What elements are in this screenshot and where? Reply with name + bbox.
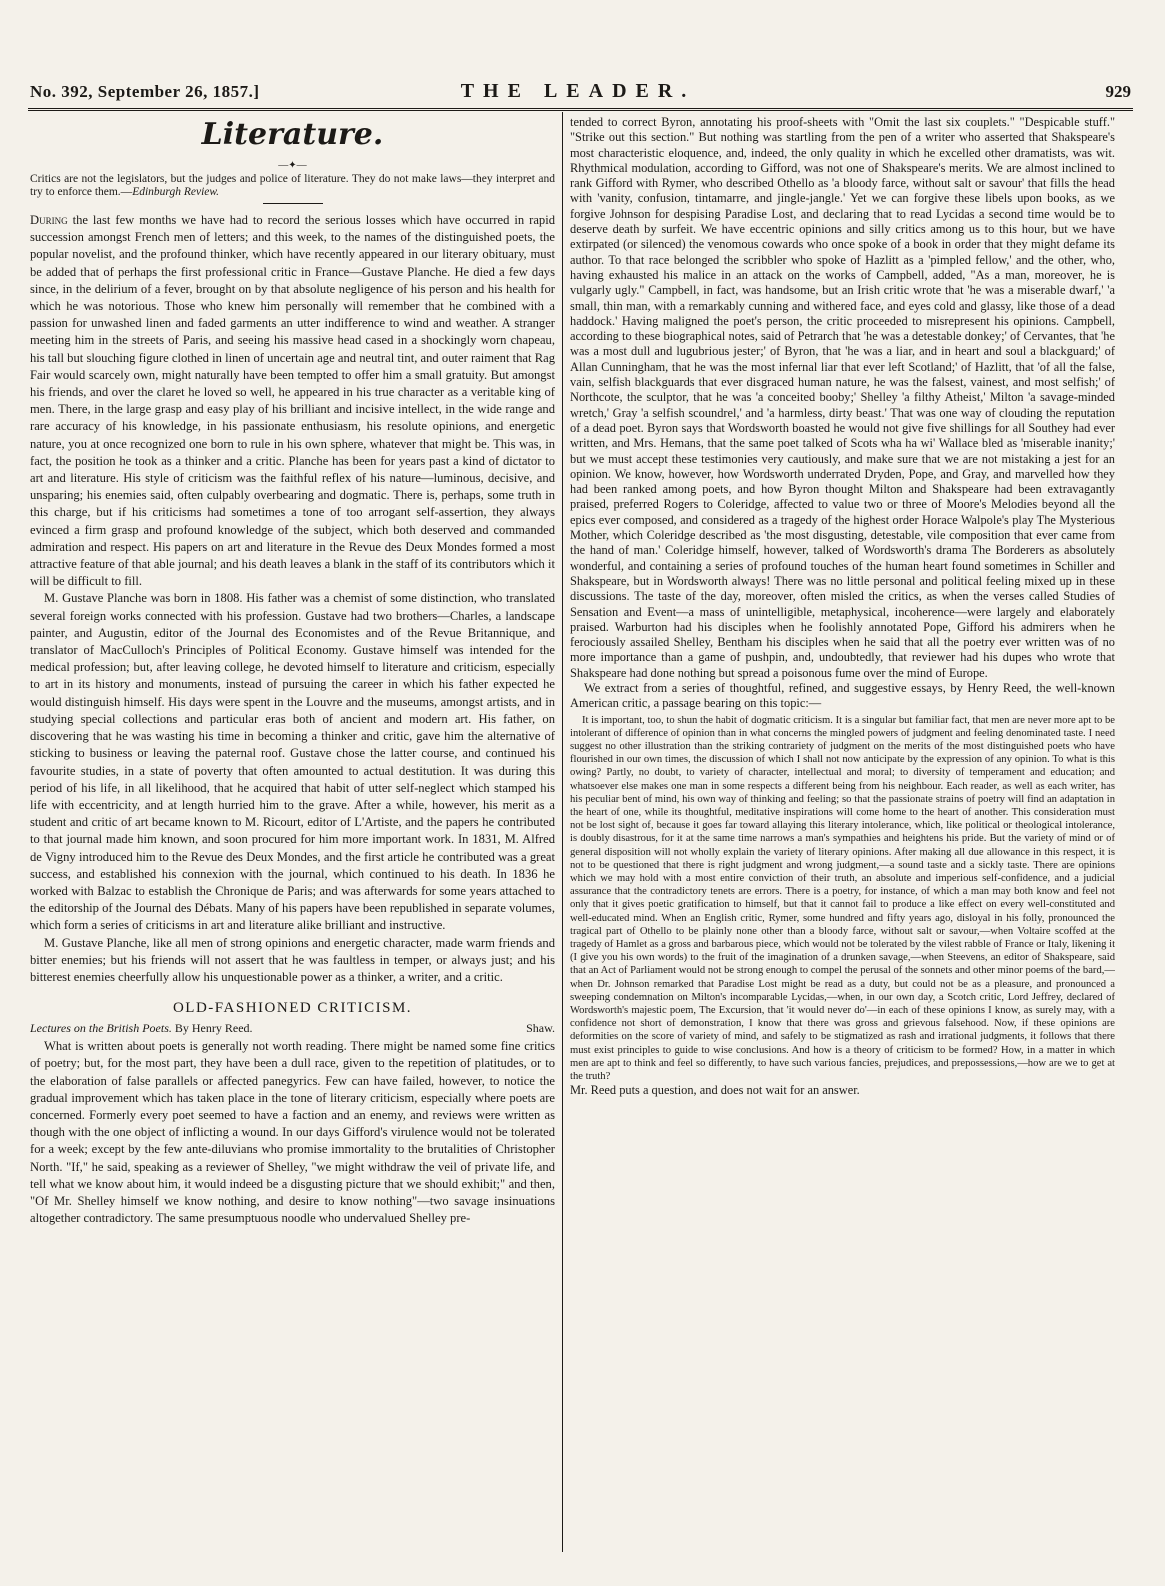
issue-date: No. 392, September 26, 1857.] bbox=[30, 82, 260, 101]
newspaper-title: THE LEADER. bbox=[460, 80, 696, 102]
column-divider bbox=[562, 112, 563, 1552]
review-bibliography bbox=[30, 1021, 555, 1036]
review-paragraph: tended to correct Byron, annotating his proof-sheets with "Omit the last six couplets." "Despicable stuff." "Strike out this section." But nothing was startling from the pen of a writer who asserted that Shakspeare's most characteristic eloquence, and, indeed, the only quality in which he excelled other dramatists, was wit. Rhythmical modulation, according to Gifford, was not one of Shakspeare's merits. We are almost inclined to rank Gifford with Rymer, who described Othello as 'a bloody farce, without salt or savour' that fills the head with 'vanity, confusion, tintamarre, and jingle-jangle.' Yet we can forgive these libels upon books, as we forgive Johnson for despising Paradise Lost, and declaring that to read Lycidas a second time would be to deserve death by surfeit. We have eccentric opinions and silly critics among us to this hour, but we have extirpated (or silenced) the venomous cowards who once spoke of a book in order that they might defame its author. To that race belonged the scribbler who spoke of Hazlitt as a 'pimpled fellow,' and the other, who, having exhausted his malice in an attack on the works of Campbell, added, "As a man, moreover, he is vulgarly ugly." Campbell, in fact, was handsome, but an Irish critic wrote that 'he was a miserable dwarf,' 'a small, thin man, with a remarkably cunning and withered face, and eyes cold and glassy, like those of a dead haddock.' Having maligned the poet's person, the critic proceeded to misrepresent his opinions. Campbell, according to these biographical notes, said of Petrarch that 'he was a detestable donkey;' of Cervantes, that 'he was a most dull and lugubrious jester;' of Byron, that 'he was a liar, and in heart and soul a blackguard;' of Allan Cunningham, that he was the most infernal liar that ever left Scotland;' of Hazlitt, that 'of all the false, vain, selfish blackguards that ever disgraced human nature, he was the falsest, vainest, and most selfish;' of Northcote, the sculptor, that he was 'a conceited booby;' Shelley 'a filthy Atheist,' Milton 'a savage-minded wretch,' Gray 'a selfish scoundrel,' and 'a harmless, dirty beast.' That was one way of clouding the reputation of a dead poet. Byron says that Wordsworth boasted he would not give five shillings for all Southey had ever written, and Mrs. Hemans, that the same poet talked of Scots wha ha wi' Wallace bled as 'miserable inanity;' but we must accept these testimonies very cautiously, and make sure that we are not mistaking a jest for an opinion. We know, however, how Wordsworth underrated Dryden, Pope, and Gray, and marvelled how they had been ranked among poets, and how Byron thought Milton and Shakspeare had been extravagantly praised, preferred Rogers to Coleridge, affected to value two or three of Moore's Melodies beyond all the epics ever composed, and considered as a tragedy of the highest order Horace Walpole's play The Mysterious Mother, which Coleridge described as 'the most disgusting, detestable, vile composition that ever came from the hand of man.' Coleridge himself, however, talked of Wordsworth's drama The Borderers as absolutely wonderful, and containing a series of profound touches of the human heart found sometimes in Schiller and Shakspeare, but in Wordsworth always! There was no little personal and political feeling mixed up in these discussions. The taste of the day, moreover, often misled the critics, as when the verses called Studies of Sensation and Event—a mass of unintelligible, metaphysical, incoherence—were largely and elaborately praised. Warburton had his disciples when he foolishly annotated Pope, Gifford his admirers when he ferociously assailed Shelley, Bentham his disciples when he said that all the poetry ever written was of no more importance than a game of pushpin, and, undoubtedly, that reviewer had his dupes who wrote that Shakspeare had done nothing but spread a poisonous fume over the mind of Europe. bbox=[570, 115, 1115, 680]
article-paragraph: M. Gustave Planche was born in 1808. His father was a chemist of some distinction, who translated several foreign works connected with his profession. Gustave had two brothers—Charles, a landscape painter, and Augustin, editor of the Journal des Economistes and of the Revue Britannique, and translator of MacCulloch's Principles of Political Economy. Gustave himself was intended for the medical profession; but, after leaving college, he devoted himself to literature and criticism, especially to art in its history and monuments, instead of pursuing the career in which his father expected he would distinguish himself. His days were spent in the Louvre and the museums, amongst artists, and in studying special collections and particular eras both of ancient and modern art. His father, on discovering that he was wasting his time in becoming a thinker and critic, gave him the alternative of sticking to business or leaving the paternal roof. Gustave chose the latter course, and continued his favourite studies, in a state of poverty that often amounted to actual destitution. It was during this period of his life, in all likelihood, that he acquired that habit of utter self-neglect which stamped his life with eccentricity, and at length hurried him to the grave. After a while, however, his merit as a student and critic of art became known to M. Ricourt, editor of L'Artiste, and the papers he contributed to that journal made him known, and soon procured for him more important work. In 1831, M. Alfred de Vigny introduced him to the Revue des Deux Mondes, and the first article he contributed was a great success, and established his connexion with the journal, which continued to his death. In 1836 he worked with Balzac to establish the Chronique de Paris; and was afterwards for some years attached to the editorship of the Journal des Débats. Many of his papers have been republished in separate volumes, which form a series of criticisms in art and literature alike brilliant and instructive. bbox=[30, 591, 555, 933]
closing-line: Mr. Reed puts a question, and does not wait for an answer. bbox=[570, 1083, 860, 1098]
section-title-literature: Literature. bbox=[201, 117, 384, 152]
review-author: By Henry Reed. bbox=[174, 1021, 253, 1036]
review-work-title: Lectures on the British Poets. bbox=[30, 1021, 172, 1036]
review-heading: OLD-FASHIONED CRITICISM. bbox=[172, 1000, 413, 1017]
review-paragraph: We extract from a series of thoughtful, refined, and suggestive essays, by Henry Reed, the well-known American critic, a passage bearing on this topic:— bbox=[570, 680, 1115, 711]
masthead bbox=[28, 78, 1133, 111]
quoted-extract: It is important, too, to shun the habit of dogmatic criticism. It is a singular but familiar fact, that men are never more apt to be intolerant of difference of opinion than in what concerns the mingled powers of judgment and feeling denominated taste. I need suggest no other illustration than the striking contrariety of judgment on the merits of the most distinguished poets who have flourished in our own times, the discussion of which I shall not now anticipate by the expression of any opinion. To what is this owing? Partly, no doubt, to variety of character, intellectual and moral; to diversity of temperament and education; and whatsoever else makes one man in some respects a different being from his neighbour. Each reader, as well as each writer, has his peculiar bent of mind, his own way of thinking and feeling; so that the passionate strains of poetry will find an adaptation in the heart of one, while its thoughtful, meditative inspirations will come home to the heart of another. This consideration must not be lost sight of, because it goes far toward allaying this literary intolerance, which, like political or theological intolerance, is doubly disastrous, for it at the same time narrows a man's sympathies and heightens his pride. But the variety of mind or of general disposition will not wholly explain the variety of literary opinions. After making all due allowance in this respect, it is not to be questioned that there is right judgment and wrong judgment,—a sound taste and a sickly taste. There are opinions which we may hold with a most entire conviction of their truth, an absolute and imperious self-confidence, and a judicial assurance that the contradictory tenets are errors. There is a poetry, for instance, of which a man may both know and feel not only that it gives poetic gratification to himself, but that it cannot fail to produce a like effect on every well-constituted and well-educated mind. When an English critic, Rymer, some hundred and fifty years ago, disloyal in his folly, pronounced the tragical part of Othello to be plainly none other than a bloody farce, without salt or savour,—when Voltaire scoffed at the tragedy of Hamlet as a gross and barbarous piece, which would not be tolerated by the vilest rabble of France or Italy, likening it (I give you his own words) to the fruit of the imagination of a drunken savage,—when Steevens, an editor of Shakspeare, said that an Act of Parliament would not be strong enough to compel the perusal of the sonnets and other minor poems of the bard,—when Dr. Johnson remarked that Paradise Lost might be read as a duty, but could not be as a pleasure, and pronounced a sweeping condemnation on Milton's incomparable Lycidas,—when, in our own day, a Scotch critic, Lord Jeffrey, declared of Wordsworth's majestic poem, The Excursion, that 'it would never do'—in each of these opinions I know, as surely may, with a confidence not short of demonstration, I know that there was gross and grievous falsehood. Now, if these opinions are deformities on the score of variety of mind, and safely to be stigmatized as rash and irrational judgments, it follows that there must exist principles to guide to wise conclusions. And how is a theory of criticism to be formed? How, in a matter in which men are apt to think and feel so differently, to have such various fancies, prejudices, and prepossessions,—how are we to get at the truth? bbox=[570, 714, 1115, 1083]
review-paragraph: What is written about poets is generally not worth reading. There might be named some fine critics of poetry; but, for the most part, they have been a dull race, given to the repetition of platitudes, or to the elaboration of false parallels or affected panegyrics. Few can have failed, however, to notice the gradual improvement which has taken place in the tone of literary criticism, especially where poets are concerned. Formerly every poet seemed to have a faction and an enemy, and reviews were written as though with the one object of inflicting a wound. In our days Gifford's virulence would not be tolerated for a week; except by the few ante-diluvians who promise immortality to the brutalities of Christopher North. "If," he said, speaking as a reviewer of Shelley, "we might withdraw the veil of private life, and tell what we know about him, it would indeed be a disgusting picture that we should exhibit;" and then, "Of Mr. Shelley himself we know nothing, and desire to know nothing"—two savage insinuations altogether contradictory. The same presumptuous noodle who undervalued Shelley pre- bbox=[30, 1039, 555, 1226]
page-number: 929 bbox=[1105, 82, 1131, 101]
right-column bbox=[570, 115, 1115, 1555]
short-rule bbox=[263, 203, 323, 204]
left-column bbox=[30, 115, 555, 1555]
article-paragraph: During the last few months we have had to record the serious losses which have occurred in rapid succession amongst French men of letters; and this week, to the names of the distinguished poets, the popular novelist, and the profound thinker, which have recently appeared in our literary obituary, must be added that of perhaps the first professional critic in France—Gustave Planche. He died a few days since, in the delirium of a fever, brought on by that absolute negligence of his person and his health for which he was notorious. Those who knew him personally will remember that he combined with a passion for unwashed linen and faded garments an utter indifference to wind and weather. A stranger meeting him in the streets of Paris, and seeing his massive head cased in a shockingly worn chapeau, his tall but slouching figure clothed in linen of uncertain age and neutral tint, and outer raiment that Rag Fair would scarcely own, might naturally have been tempted to offer him a small gratuity. But amongst his friends, and over the claret he loved so well, he appeared in his true character as a veritable king of men. There, in the large grasp and easy play of his brilliant and incisive intellect, in the wide range and rare accuracy of his knowledge, in his passionate enthusiasm, his resolute opinions, and energetic nature, you at once recognized one born to rule in his own sphere, whatever that might be. This was, in fact, the position he took as a thinker and a critic. Planche has been for years past a kind of dictator to art and literature. His style of criticism was the faithful reflex of his nature—luminous, decisive, and unsparing; his enemies said, often culpably overbearing and dogmatic. There is, perhaps, some truth in this charge, but if his criticisms had sometimes a tone of too arrogant self-assertion, they always evinced a firm grasp and profound knowledge of the subject, which both deserved and commanded admiration and respect. His papers on art and literature in the Revue des Deux Mondes formed a most attractive feature of that able journal; and his death leaves a blank in the staff of its contributors which it will be difficult to fill. bbox=[30, 213, 555, 589]
epigraph: Critics are not the legislators, but the judges and police of literature. They do not make laws—they interpret and try to enforce them.—Edinburgh Review. bbox=[30, 173, 555, 198]
ornament-divider: —✦— bbox=[278, 160, 307, 171]
lead-word: During bbox=[30, 213, 68, 227]
article-paragraph: M. Gustave Planche, like all men of strong opinions and energetic character, made warm friends and bitter enemies; but his friends will not assert that he was faultless in temper, or always just; and his bitterest enemies cheerfully allow his unquestionable power as a thinker, a writer, and a critic. bbox=[30, 935, 555, 984]
epigraph-source: Edinburgh Review. bbox=[132, 186, 220, 198]
review-publisher: Shaw. bbox=[526, 1021, 555, 1036]
